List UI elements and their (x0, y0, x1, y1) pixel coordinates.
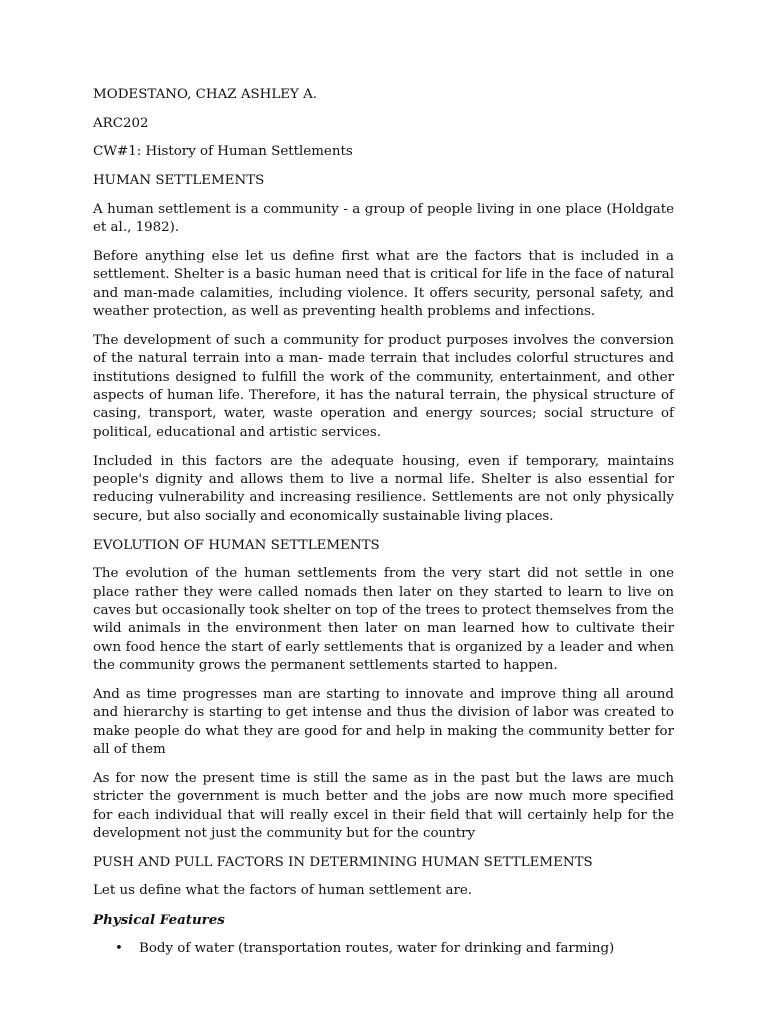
paragraph-development: The development of such a community for product purposes involves the conversion of the natural terrain into a man- made terrain that includes colorful structures and institutions designed to fulfill the work of the community, entertainment, and other aspects of human life. Therefore, it has the natural terrain, the physical structure of casing, transport, water, waste operation and energy sources; social structure of political, educational and artistic services. (93, 332, 674, 440)
author-name: MODESTANO, CHAZ ASHLEY A. (93, 87, 318, 102)
paragraph-evolution-present: As for now the present time is still the same as in the past but the laws are much stricter the government is much better and the jobs are now much more specified for each individual that will really excel in their field that will certainly help for the development not just the community but for the country (93, 770, 674, 842)
list-item (93, 940, 674, 958)
paragraph-push-pull-intro: Let us define what the factors of human settlement are. (93, 883, 473, 899)
list-item-text: Body of water (transportation routes, water for drinking and farming) (139, 940, 615, 956)
subheading-physical-features: Physical Features (93, 912, 225, 929)
course-code: ARC202 (93, 115, 149, 131)
paragraph-evolution-hierarchy: And as time progresses man are starting to innovate and improve thing all around and hierarchy is starting to get intense and thus the division of labor was created to make people do what they are good for and help in making the community better for all of them (93, 686, 674, 758)
paragraph-shelter: Before anything else let us define first what are the factors that is included in a settlement. Shelter is a basic human need that is critical for life in the face of natural and man-made calamities, including violence. It offers security, personal safety, and weather protection, as well as preventing health problems and infections. (93, 248, 674, 320)
heading-human-settlements: HUMAN SETTLEMENTS (93, 173, 265, 189)
heading-push-pull: PUSH AND PULL FACTORS IN DETERMINING HUMAN SETTLEMENTS (93, 854, 593, 870)
physical-features-list (93, 940, 674, 958)
paragraph-evolution-nomads: The evolution of the human settlements from the very start did not settle in one place rather they were called nomads then later on they started to learn to live on caves but occasionally took shelter on top of the trees to protect themselves from the wild animals in the environment then later on man learned how to cultivate their own food hence the start of early settlements that is organized by a leader and when the community grows the permanent settlements started to happen. (93, 566, 674, 674)
heading-evolution: EVOLUTION OF HUMAN SETTLEMENTS (93, 537, 380, 553)
bullet-icon: • (115, 940, 123, 956)
paragraph-definition: A human settlement is a community - a group of people living in one place (Holdgate et al., 1982). (93, 201, 674, 236)
assignment-title: CW#1: History of Human Settlements (93, 144, 353, 160)
paragraph-housing: Included in this factors are the adequate housing, even if temporary, maintains people's dignity and allows them to live a normal life. Shelter is also essential for reducing vulnerability and increasing resilience. Settlements are not only physically secure, but also socially and economically sustainable living places. (93, 453, 674, 524)
